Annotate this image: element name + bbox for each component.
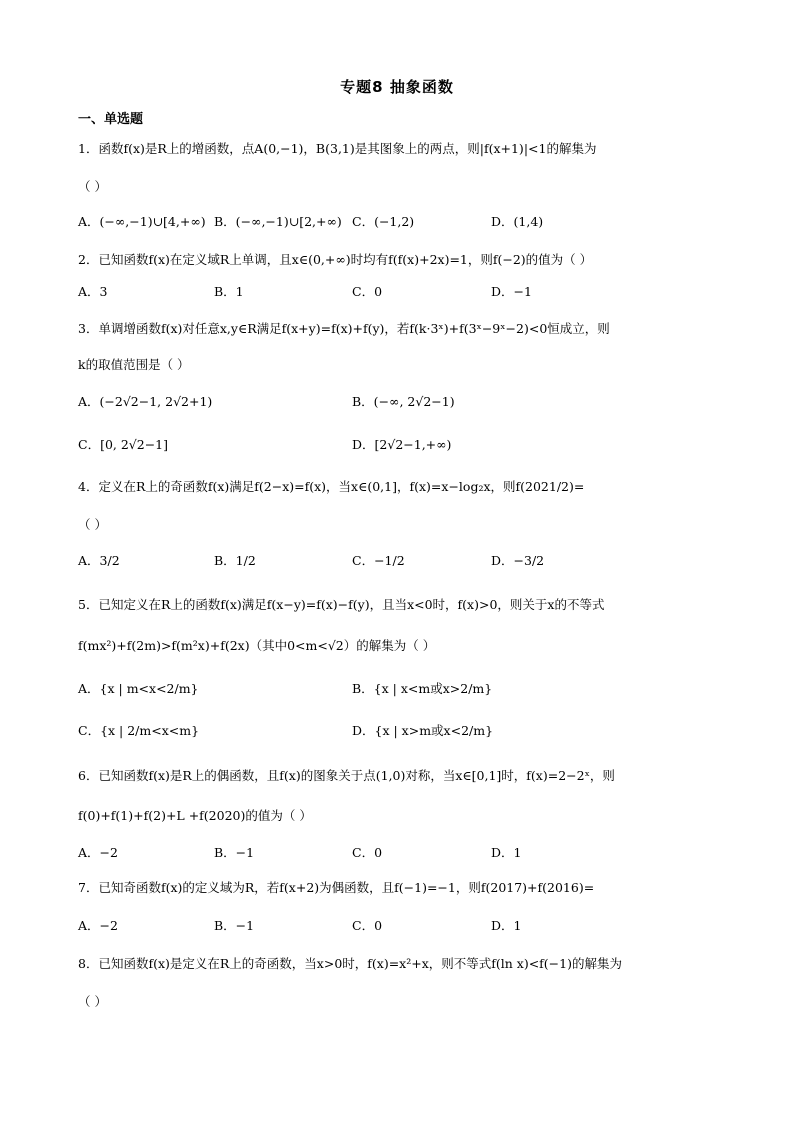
q3-stem-line2: k的取值范围是（ ） bbox=[78, 357, 190, 372]
q4-answer-blank: （ ） bbox=[78, 517, 107, 532]
page-title: 专题8 抽象函数 bbox=[340, 78, 454, 96]
q3-stem-line1: 3．单调增函数f(x)对任意x,y∈R满足f(x+y)=f(x)+f(y)，若f(k·3ˣ)+f(3ˣ−9ˣ−2)<0恒成立，则 bbox=[78, 321, 610, 336]
q2-option-b: B．1 bbox=[214, 284, 244, 299]
q1-option-b: B．(−∞,−1)∪[2,+∞) bbox=[214, 214, 342, 229]
q4-stem: 4．定义在R上的奇函数f(x)满足f(2−x)=f(x)，当x∈(0,1]，f(x)=x−log₂x，则f(2021/2)= bbox=[78, 479, 585, 494]
q5-option-c: C．{x | 2/m<x<m} bbox=[78, 723, 200, 738]
q5-stem-line2: f(mx²)+f(2m)>f(m²x)+f(2x)（其中0<m<√2）的解集为（ ） bbox=[78, 638, 436, 653]
q4-option-b: B．1/2 bbox=[214, 553, 256, 568]
q6-option-c: C．0 bbox=[352, 845, 383, 860]
q2-stem: 2．已知函数f(x)在定义域R上单调，且x∈(0,+∞)时均有f(f(x)+2x)=1，则f(−2)的值为（ ） bbox=[78, 252, 593, 267]
q1-stem: 1．函数f(x)是R上的增函数，点A(0,−1)，B(3,1)是其图象上的两点，则|f(x+1)|<1的解集为 bbox=[78, 141, 597, 156]
q7-stem: 7．已知奇函数f(x)的定义域为R，若f(x+2)为偶函数，且f(−1)=−1，则f(2017)+f(2016)= bbox=[78, 880, 595, 895]
q4-option-c: C．−1/2 bbox=[352, 553, 405, 568]
q5-stem-line1: 5．已知定义在R上的函数f(x)满足f(x−y)=f(x)−f(y)，且当x<0时，f(x)>0，则关于x的不等式 bbox=[78, 597, 605, 612]
q3-option-d: D．[2√2−1,+∞) bbox=[352, 437, 452, 452]
q1-option-a: A．(−∞,−1)∪[4,+∞) bbox=[78, 214, 206, 229]
q6-stem-line2: f(0)+f(1)+f(2)+L +f(2020)的值为（ ） bbox=[78, 808, 312, 823]
q2-option-c: C．0 bbox=[352, 284, 383, 299]
q6-stem-line1: 6．已知函数f(x)是R上的偶函数，且f(x)的图象关于点(1,0)对称，当x∈[0,1]时，f(x)=2−2ˣ，则 bbox=[78, 768, 615, 783]
q3-option-a: A．(−2√2−1, 2√2+1) bbox=[78, 394, 213, 409]
q4-option-a: A．3/2 bbox=[78, 553, 120, 568]
section-heading: 一、单选题 bbox=[78, 112, 144, 127]
q8-stem: 8．已知函数f(x)是定义在R上的奇函数，当x>0时，f(x)=x²+x，则不等式f(ln x)<f(−1)的解集为 bbox=[78, 956, 622, 971]
q1-option-d: D．(1,4) bbox=[491, 214, 544, 229]
q8-answer-blank: （ ） bbox=[78, 994, 107, 1009]
q1-answer-blank: （ ） bbox=[78, 179, 107, 194]
q4-option-d: D．−3/2 bbox=[491, 553, 545, 568]
q3-option-c: C．[0, 2√2−1] bbox=[78, 437, 169, 452]
q6-option-a: A．−2 bbox=[78, 845, 118, 860]
q1-option-c: C．(−1,2) bbox=[352, 214, 415, 229]
q5-option-a: A．{x | m<x<2/m} bbox=[78, 681, 199, 696]
q7-option-b: B．−1 bbox=[214, 918, 255, 933]
q7-option-c: C．0 bbox=[352, 918, 383, 933]
q2-option-a: A．3 bbox=[78, 284, 108, 299]
q7-option-a: A．−2 bbox=[78, 918, 118, 933]
q5-option-b: B．{x | x<m或x>2/m} bbox=[352, 681, 493, 696]
q5-option-d: D．{x | x>m或x<2/m} bbox=[352, 723, 494, 738]
q7-option-d: D．1 bbox=[491, 918, 522, 933]
q2-option-d: D．−1 bbox=[491, 284, 532, 299]
q6-option-b: B．−1 bbox=[214, 845, 255, 860]
q3-option-b: B．(−∞, 2√2−1) bbox=[352, 394, 455, 409]
q6-option-d: D．1 bbox=[491, 845, 522, 860]
